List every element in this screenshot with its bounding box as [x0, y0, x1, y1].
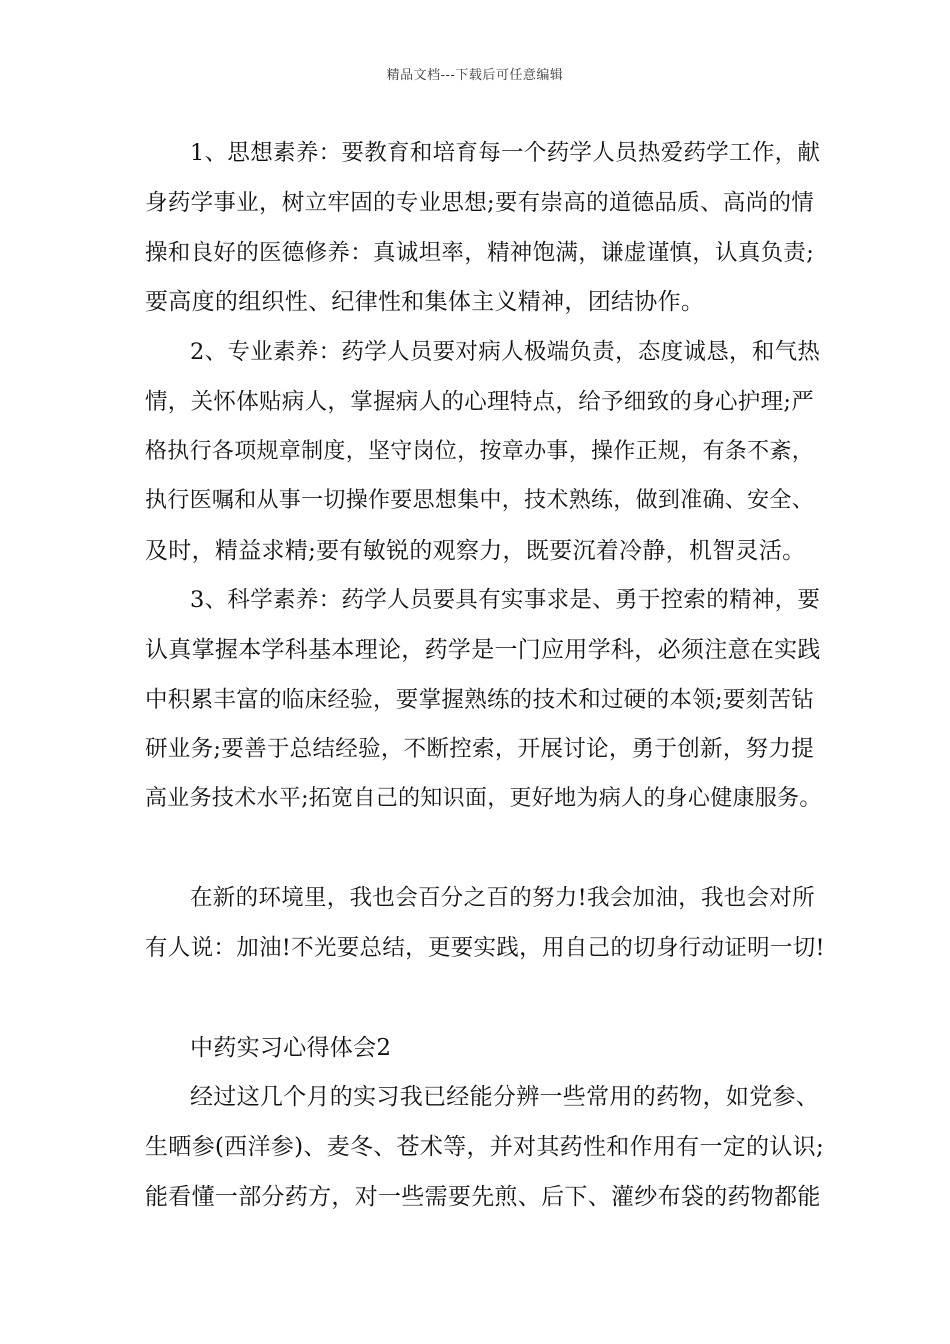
text-line: 2、专业素养：药学人员要对病人极端负责，态度诚恳，和气热 [190, 339, 821, 365]
text-line: 研业务;要善于总结经验，不断控索，开展讨论，勇于创新，努力提 [145, 736, 815, 762]
section-heading: 中药实习心得体会2 [190, 1035, 392, 1061]
text-line: 3、科学素养：药学人员要具有实事求是、勇于控索的精神，要 [190, 587, 821, 613]
text-line: 格执行各项规章制度，坚守岗位，按章办事，操作正规，有条不紊， [145, 439, 815, 464]
text-line: 经过这几个月的实习我已经能分辨一些常用的药物，如党参、 [190, 1084, 820, 1110]
text-line: 生晒参(西洋参)、麦冬、苍术等，并对其药性和作用有一定的认识; [145, 1134, 824, 1160]
text-line: 高业务技术水平;拓宽自己的知识面，更好地为病人的身心健康服务。 [145, 786, 822, 811]
text-line: 认真掌握本学科基本理论，药学是一门应用学科，必须注意在实践 [145, 637, 821, 663]
text-line: 执行医嘱和从事一切操作要思想集中，技术熟练，做到准确、安全、 [145, 488, 815, 513]
text-line: 及时，精益求精;要有敏锐的观察力，既要沉着冷静，机智灵活。 [145, 538, 806, 564]
text-line: 在新的环境里，我也会百分之百的努力!我会加油，我也会对所 [190, 885, 815, 911]
text-line: 能看懂一部分药方，对一些需要先煎、后下、灌纱布袋的药物都能 [145, 1184, 821, 1210]
text-line: 身药学事业，树立牢固的专业思想;要有崇高的道德品质、高尚的情 [145, 190, 815, 216]
page-header: 精品文档---下载后可任意编辑 [386, 68, 564, 83]
text-line: 1、思想素养：要教育和培育每一个药学人员热爱药学工作，献 [190, 140, 821, 166]
text-line: 要高度的组织性、纪律性和集体主义精神，团结协作。 [145, 289, 705, 315]
text-line: 有人说：加油!不光要总结，更要实践，用自己的切身行动证明一切! [145, 935, 825, 961]
text-line: 操和良好的医德修养：真诚坦率，精神饱满，谦虚谨慎，认真负责; [145, 240, 815, 266]
text-line: 情，关怀体贴病人，掌握病人的心理特点，给予细致的身心护理;严 [145, 389, 815, 415]
text-line: 中积累丰富的临床经验，要掌握熟练的技术和过硬的本领;要刻苦钻 [145, 687, 815, 713]
